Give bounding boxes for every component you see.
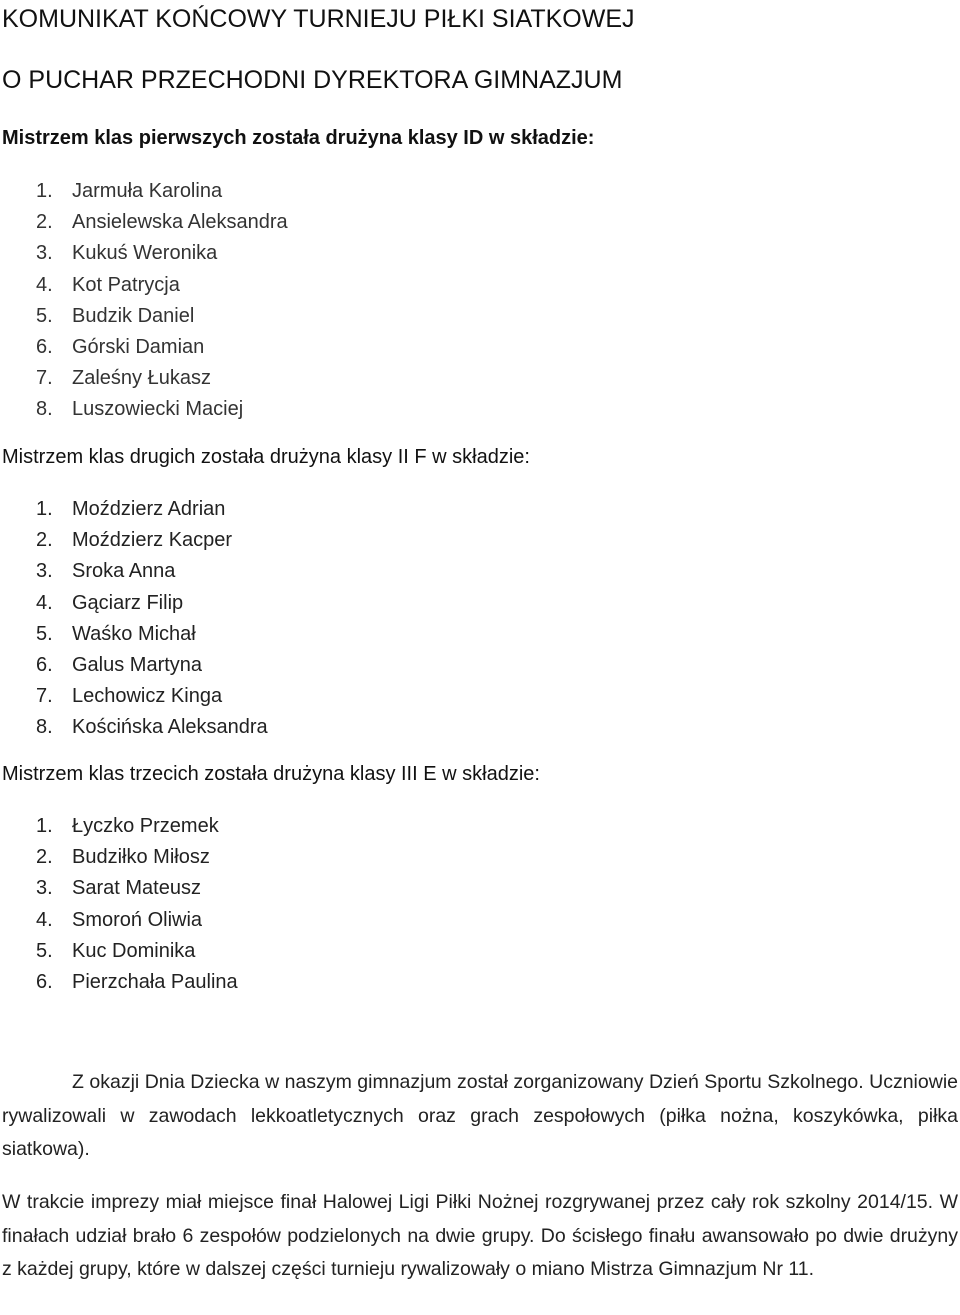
list-item: [36, 238, 288, 269]
list-item-number: 2.: [36, 529, 53, 552]
player-name: Lechowicz Kinga: [72, 685, 223, 708]
list-item: [36, 712, 268, 743]
document-title-line-2: O PUCHAR PRZECHODNI DYREKTORA GIMNAZJUM: [2, 66, 623, 94]
list-item-number: 4.: [36, 908, 53, 931]
player-name: Budzik Daniel: [72, 304, 195, 327]
list-item: [36, 363, 288, 394]
list-item: [36, 873, 238, 904]
player-name: Ansielewska Aleksandra: [72, 211, 288, 234]
player-name: Górski Damian: [72, 335, 205, 358]
player-name: Łyczko Przemek: [72, 815, 219, 837]
player-name: Moździerz Adrian: [72, 498, 226, 520]
list-item-number: 6.: [36, 653, 53, 676]
list-item-number: 1.: [36, 498, 53, 520]
list-item: [36, 270, 288, 301]
list-item: [36, 811, 238, 842]
list-item: [36, 842, 238, 873]
roster-list-third-classes: [36, 811, 238, 998]
list-item: [36, 394, 288, 425]
list-item-number: 3.: [36, 560, 53, 583]
roster-list-first-classes: [36, 176, 288, 426]
list-item-number: 8.: [36, 398, 53, 421]
player-name: Kukuś Weronika: [72, 242, 218, 265]
list-item-number: 6.: [36, 335, 53, 358]
list-item: [36, 619, 268, 650]
player-name: Smoroń Oliwia: [72, 908, 203, 931]
list-item-number: 1.: [36, 815, 53, 837]
paragraph-football-league: W trakcie imprezy miał miejsce finał Halowej Ligi Piłki Nożnej rozgrywanej przez cały rok szkolny 2014/15. W finałach udział brało 6 zespołów podzielonych na dwie grupy. Do ścisłego finału awansowało po dwie drużyny z każdej grupy, które w dalszej części turnieju rywalizowały o miano Mistrza Gimnazjum Nr 11.: [2, 1191, 958, 1280]
list-item-number: 4.: [36, 273, 53, 296]
list-item: [36, 494, 268, 525]
list-item: [36, 905, 238, 936]
list-item-number: 2.: [36, 211, 53, 234]
list-item: [36, 588, 268, 619]
player-name: Sroka Anna: [72, 560, 176, 583]
list-item-number: 3.: [36, 877, 53, 900]
list-item: [36, 556, 268, 587]
player-name: Kuc Dominika: [72, 939, 196, 962]
player-name: Kot Patrycja: [72, 273, 180, 296]
list-item: [36, 525, 268, 556]
list-item-number: 1.: [36, 180, 53, 202]
list-item-number: 6.: [36, 970, 53, 993]
list-item-number: 5.: [36, 939, 53, 962]
player-name: Galus Martyna: [72, 653, 203, 676]
list-item-number: 3.: [36, 242, 53, 265]
player-name: Gąciarz Filip: [72, 591, 184, 614]
player-name: Sarat Mateusz: [72, 877, 201, 900]
list-item: [36, 967, 238, 998]
list-item-number: 5.: [36, 622, 53, 645]
player-name: Moździerz Kacper: [72, 529, 233, 552]
list-item-number: 7.: [36, 367, 53, 390]
list-item: [36, 207, 288, 238]
player-name: Waśko Michał: [72, 622, 196, 645]
player-name: Budziłko Miłosz: [72, 846, 210, 869]
player-name: Luszowiecki Maciej: [72, 398, 244, 421]
section-heading-first-classes: Mistrzem klas pierwszych została drużyna klasy ID w składzie:: [2, 127, 595, 149]
player-name: Pierzchała Paulina: [72, 970, 238, 993]
player-name: Kościńska Aleksandra: [72, 716, 268, 739]
list-item-number: 5.: [36, 304, 53, 327]
roster-list-second-classes: [36, 494, 268, 744]
player-name: Jarmuła Karolina: [72, 180, 223, 202]
list-item-number: 8.: [36, 716, 53, 739]
list-item: [36, 301, 288, 332]
list-item: [36, 332, 288, 363]
document-title-line-1: KOMUNIKAT KOŃCOWY TURNIEJU PIŁKI SIATKOWEJ: [2, 5, 635, 33]
section-heading-third-classes: Mistrzem klas trzecich została drużyna klasy III E w składzie:: [2, 763, 540, 785]
list-item-number: 7.: [36, 685, 53, 708]
list-item-number: 2.: [36, 846, 53, 869]
section-heading-second-classes: Mistrzem klas drugich została drużyna klasy II F w składzie:: [2, 446, 530, 468]
list-item: [36, 681, 268, 712]
list-item-number: 4.: [36, 591, 53, 614]
list-item: [36, 650, 268, 681]
paragraph-sports-day: Z okazji Dnia Dziecka w naszym gimnazjum został zorganizowany Dzień Sportu Szkolnego. Uczniowie rywalizowali w zawodach lekkoatletycznych oraz grach zespołowych (piłka nożna, koszykówka, piłka siatkowa).: [2, 1071, 958, 1160]
player-name: Zaleśny Łukasz: [72, 367, 211, 390]
list-item: [36, 176, 288, 207]
list-item: [36, 936, 238, 967]
